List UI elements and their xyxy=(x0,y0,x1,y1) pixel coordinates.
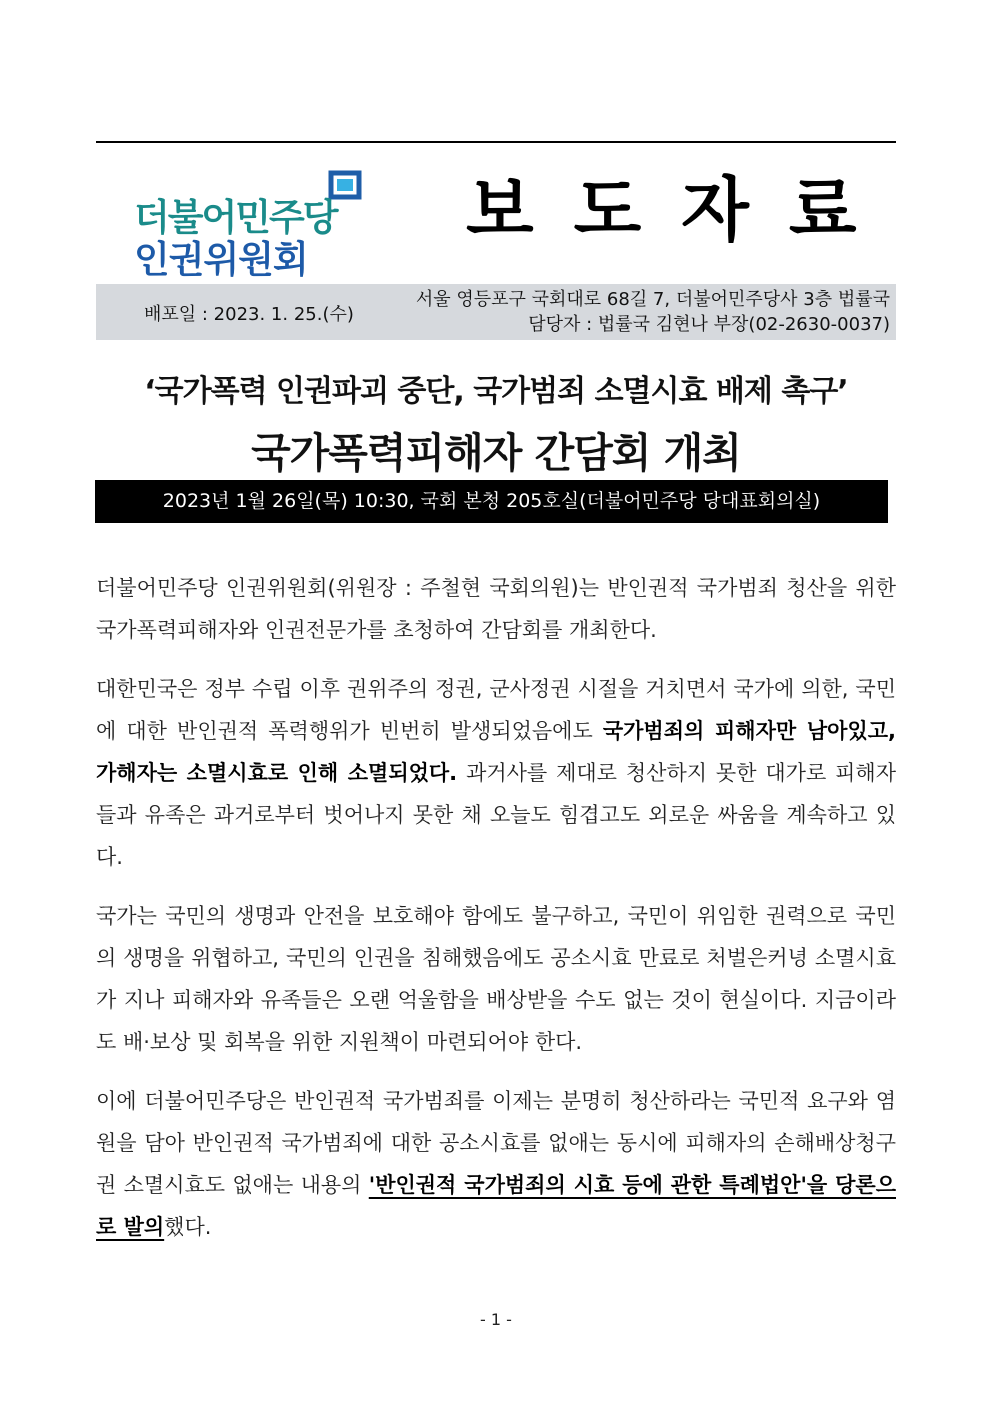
release-date: 배포일 : 2023. 1. 25.(수) xyxy=(144,304,354,325)
paragraph-2 xyxy=(96,668,896,878)
press-release-title: 보도자료 xyxy=(466,169,897,251)
paragraph-4-text-b: 했다. xyxy=(164,1215,212,1239)
info-bar xyxy=(96,284,896,340)
paragraph-2-text-a: 대한민국은 정부 수립 이후 권위주의 정권, 군사정권 시절을 거치면서 국가에 의한, 국민에 대한 반인권적 폭력행위가 빈번히 발생되었음에도 xyxy=(96,677,896,743)
paragraph-4 xyxy=(96,1080,896,1248)
top-rule xyxy=(96,141,896,143)
event-info-bar: 2023년 1월 26일(목) 10:30, 국회 본청 205호실(더불어민주당 당대표회의실) xyxy=(95,480,888,523)
body-text xyxy=(96,567,896,1265)
party-logo xyxy=(132,168,372,280)
subtitle: ‘국가폭력 인권파괴 중단, 국가범죄 소멸시효 배제 촉구’ xyxy=(144,374,848,409)
page-number: - 1 - xyxy=(480,1310,512,1329)
logo-line-committee: 인권위원회 xyxy=(134,238,308,281)
address: 서울 영등포구 국회대로 68길 7, 더불어민주당사 3층 법률국 xyxy=(415,289,890,310)
paragraph-4-text-a: 이에 더불어민주당은 반인권적 국가범죄를 이제는 분명히 청산하라는 국민적 요구와 염원을 담아 반인권적 국가범죄에 대한 공소시효를 없애는 동시에 피해자의 손해배상청구권 소멸시효도 없애는 내용의 xyxy=(96,1089,896,1197)
paragraph-2-text-b: 과거사를 제대로 청산하지 못한 대가로 피해자들과 유족은 과거로부터 벗어나지 못한 채 오늘도 힘겹고도 외로운 싸움을 계속하고 있다. xyxy=(96,761,896,869)
paragraph-4-underlined: '반인권적 국가범죄의 시효 등에 관한 특례법안'을 당론으로 발의 xyxy=(96,1173,896,1239)
contact-person: 담당자 : 법률국 김현나 부장(02-2630-0037) xyxy=(528,314,890,335)
paragraph-2-bold: 국가범죄의 피해자만 남아있고, 가해자는 소멸시효로 인해 소멸되었다. xyxy=(96,719,896,785)
paragraph-3: 국가는 국민의 생명과 안전을 보호해야 함에도 불구하고, 국민이 위임한 권력으로 국민의 생명을 위협하고, 국민의 인권을 침해했음에도 공소시효 만료로 처벌은커녕 소멸시효가 지나 피해자와 유족들은 오랜 억울함을 배상받을 수도 없는 것이 현실이다. 지금이라도 배·보상 및 회복을 위한 지원책이 마련되어야 한다. xyxy=(96,904,896,1054)
headline: 국가폭력피해자 간담회 개최 xyxy=(251,429,741,477)
paragraph-1: 더불어민주당 인권위원회(위원장 : 주철현 국회의원)는 반인권적 국가범죄 청산을 위한 국가폭력피해자와 인권전문가를 초청하여 간담회를 개최한다. xyxy=(96,576,896,642)
logo-line-party: 더불어민주당 xyxy=(134,196,337,239)
